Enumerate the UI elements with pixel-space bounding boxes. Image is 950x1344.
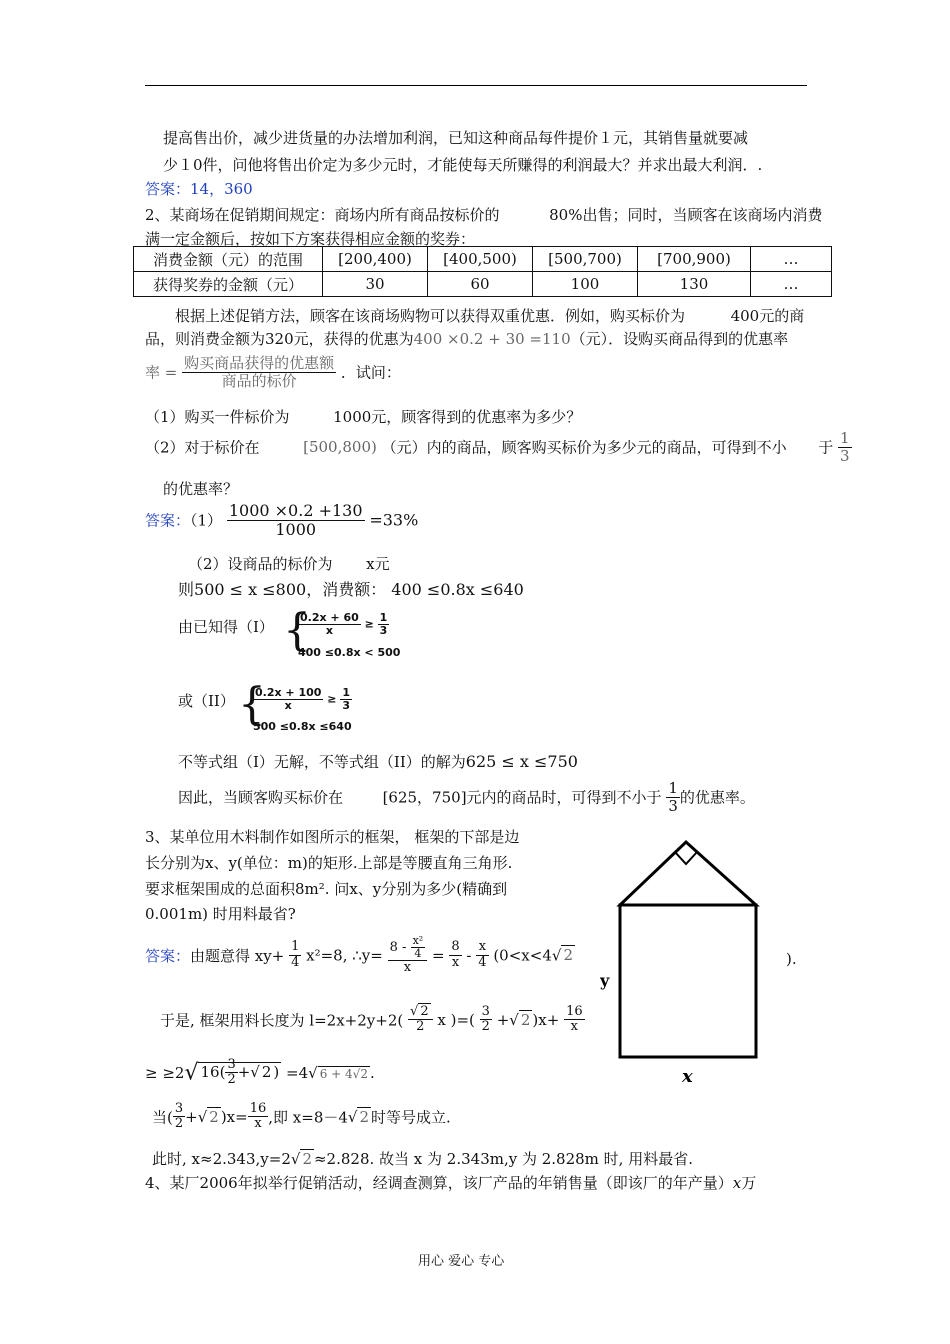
ans-b: x²=8, ∴y=: [306, 946, 383, 965]
system-ii-line1: [253, 687, 352, 712]
fraction-denominator: x: [325, 624, 333, 638]
known-label: 由已知得（I）: [178, 618, 274, 636]
q2-sub1: [145, 406, 581, 427]
fraction-numerator: 8: [451, 939, 460, 955]
sqrt2: 2: [209, 1107, 219, 1126]
then-expr2: 400 ≤0.8x ≤640: [391, 580, 524, 599]
geq-e: =4: [281, 1063, 309, 1082]
system-i-line2: 400 ≤0.8x < 500: [298, 646, 401, 659]
q2-conclusion: [178, 780, 755, 814]
relation: ≥: [327, 692, 337, 706]
q2-para2a: 品，则消费金额为320元，获得的优惠为: [145, 330, 414, 348]
triangle-top: [620, 842, 756, 905]
fraction-numerator: [388, 935, 428, 961]
table-row: [134, 247, 832, 272]
eq-b: +: [185, 1107, 198, 1126]
fraction-numerator: 1: [379, 611, 388, 624]
relation: ≥: [364, 617, 374, 631]
q2-line1a: 2、某商场在促销期间规定：商场内所有商品按标价的: [145, 206, 500, 224]
geq-d: ): [273, 1062, 280, 1081]
len-a: 于是, 框架用料长度为 l=2x+2y+2(: [160, 1011, 404, 1030]
q2-answer1: [145, 502, 418, 538]
fraction-denominator: 1000: [275, 519, 317, 539]
system-i-line1: [298, 612, 389, 637]
q1-line2: 少１0件，问他将售出价定为多少元时，才能使每天所赚得的利润最大？并求出最大利润．.: [163, 156, 763, 174]
fraction-numerator: 0.2x + 60: [300, 611, 359, 624]
q1-answer: 答案：14，360: [145, 180, 253, 198]
eq-e: 时等号成立.: [371, 1108, 451, 1127]
table-cell: 100: [533, 272, 638, 297]
sqrt2: 2: [520, 1010, 531, 1029]
q2-sub2d: 的优惠率？: [163, 480, 239, 498]
q3-equality: 当( $\frac{3}{2}$ +√ 2 )x= $\frac{16}{x}$ ,即 x=8－4√ 2 时等号成立.: [152, 1101, 451, 1132]
fraction-numerator: 1: [291, 939, 300, 955]
table-cell: 130: [638, 272, 751, 297]
table-cell: [500,700): [533, 247, 638, 272]
sqrt2: 2: [563, 946, 573, 965]
prize-table: [133, 246, 832, 297]
ans-e: (0<x<4: [493, 946, 552, 965]
ans1-fraction: [227, 502, 365, 538]
len-c: +: [496, 1010, 510, 1029]
fraction-denominator: x: [570, 1019, 579, 1035]
conclusion-b: 元内的商品时，可得到不小于: [466, 788, 662, 807]
q4-line1: [145, 1172, 756, 1193]
fraction-denominator: 3: [379, 624, 388, 638]
right-angle-mark: [675, 852, 697, 864]
rate-numerator: 购买商品获得的优惠额: [184, 354, 335, 372]
page-footer: 用心 爱心 专心: [418, 1254, 505, 1269]
q4-var: x: [732, 1174, 742, 1192]
q3-length: 于是, 框架用料长度为 l=2x+2y+2( $\frac{√ 2}{2}$ x )=( $\frac{3}{2}$ +√ 2 )x+ $\frac{16}{x}$: [160, 1004, 583, 1035]
ans-d: -: [466, 946, 472, 965]
rate-suffix: ．试问：: [340, 363, 401, 382]
conclusion-range: [625，750]: [382, 788, 467, 807]
third-fraction: [838, 430, 852, 464]
fraction-numerator: x: [476, 940, 488, 955]
conclusion-c: 的优惠率。: [679, 788, 755, 807]
label-x: x: [682, 1066, 693, 1087]
q2-solution: [178, 751, 578, 772]
q3-line3: 要求框架围成的总面积8m². 问x、y分别为多少(精确到: [145, 880, 508, 898]
solution-text: 不等式组（I）无解，不等式组（II）的解为: [178, 753, 466, 771]
table-cell: 消费金额（元）的范围: [134, 247, 323, 272]
sqrt2: 2: [359, 1107, 370, 1126]
q2-line2: 满一定金额后，按如下方案获得相应金额的奖券：: [145, 230, 476, 248]
rate-denominator: 商品的标价: [221, 371, 297, 390]
ans2-intro-b: x元: [366, 555, 390, 573]
table-cell: [400,500): [428, 247, 533, 272]
label-y: y: [600, 971, 610, 990]
geq-a: ≥ ≥2: [145, 1063, 185, 1082]
fraction-numerator: 16: [566, 1004, 583, 1019]
fraction-denominator: x: [403, 960, 412, 976]
fraction-numerator: 3: [227, 1057, 236, 1072]
table-cell: [700,900): [638, 247, 751, 272]
fraction-denominator: x: [451, 954, 460, 970]
geq-c: +: [237, 1062, 251, 1081]
q2-para2-expr: 400 ×0.2 + 30 =110: [413, 330, 571, 348]
brace-icon: {: [283, 605, 311, 656]
y-fraction: [388, 935, 428, 975]
q2-sub2-range: [500,800): [303, 438, 377, 456]
ans1-result: =33%: [369, 510, 419, 530]
table-cell: …: [751, 247, 832, 272]
fraction-denominator: 4: [414, 947, 422, 961]
table-cell: 60: [428, 272, 533, 297]
table-cell: 获得奖券的金额（元）: [134, 272, 323, 297]
third-fraction: [666, 780, 680, 814]
header-rule: [145, 85, 807, 86]
q2-sub1a: （1）购买一件标价为: [145, 408, 290, 426]
eq-c: )x=: [220, 1107, 248, 1126]
ans1-prefix: （1）: [190, 511, 223, 530]
geq-b: 16(: [200, 1062, 226, 1081]
table-cell: [200,400): [323, 247, 428, 272]
q2-sub2b: （元）内的商品，顾客购买标价为多少元的商品，可得到不小: [381, 438, 787, 457]
conclusion-a: 因此，当顾客购买标价在: [178, 788, 344, 807]
q3-final: 此时, x≈2.343,y=2√ 2 ≈2.828. 故当 x 为 2.343m,y 为 2.828m 时, 用料最省.: [152, 1150, 693, 1168]
system-ii-line2: 500 ≤0.8x ≤640: [253, 720, 352, 733]
eq-d: ,即 x=8－4: [268, 1108, 348, 1127]
or-label: 或（II）: [178, 692, 235, 710]
table-cell: 30: [323, 272, 428, 297]
q2-rate-formula: [145, 355, 401, 389]
geq-sqrt: 6 + 4√2: [319, 1066, 368, 1081]
ans-f: ).: [786, 950, 797, 968]
q4-unit: 万: [741, 1174, 757, 1192]
fraction-numerator: x²: [412, 934, 424, 947]
q2-sub2: [145, 430, 852, 464]
q2-para1b: 400元的商: [730, 307, 805, 325]
q3-geq: ≥ ≥2√ 16( $\frac{3}{2}$ +√ 2 ) =4√ 6 + 4√2 .: [145, 1057, 375, 1088]
table-row: [134, 272, 832, 297]
q2-para2b: （元）．设购买商品得到的优惠率: [570, 330, 789, 348]
geq-f: .: [369, 1063, 375, 1082]
rate-fraction: [182, 355, 336, 389]
fraction-numerator: 1000 ×0.2 +130: [228, 501, 363, 520]
q1-line1: 提高售出价，减少进货量的办法增加利润，已知这种商品每件提价１元，其销售量就要减: [163, 129, 749, 147]
fraction-numerator: 1: [342, 686, 350, 699]
fraction-denominator: 2: [227, 1072, 236, 1088]
sqrt2: 2: [302, 1150, 312, 1168]
fraction-numerator: 0.2x + 100: [255, 686, 322, 699]
solution-expr: 625 ≤ x ≤750: [465, 752, 578, 771]
fraction-numerator: 3: [481, 1004, 490, 1019]
rate-prefix: 率 =: [145, 363, 178, 382]
fraction-denominator: 3: [668, 796, 678, 815]
q3-line1: 3、某单位用木料制作如图所示的框架， 框架的下部是边: [145, 828, 520, 846]
sqrt2: 2: [261, 1062, 272, 1081]
q2-answer2-intro: [188, 553, 390, 574]
fraction-denominator: 2: [174, 1116, 184, 1132]
answer-label: 答案：: [145, 946, 191, 965]
q2-sub2a: （2）对于标价在: [145, 438, 260, 457]
fraction-denominator: x: [254, 1116, 262, 1132]
q2-para2: [145, 328, 788, 349]
fraction-numerator: 3: [174, 1101, 184, 1116]
q2-sub1b: 1000元，顾客得到的优惠率为多少？: [333, 408, 582, 426]
fraction-denominator: 2: [416, 1019, 425, 1035]
fraction-denominator: x: [284, 699, 292, 713]
then-expr: 500 ≤ x ≤800: [194, 580, 307, 599]
q2-answer2-then: [178, 577, 524, 600]
len-d: )x+: [532, 1010, 560, 1029]
q2-sub2c: 于: [818, 438, 834, 457]
fraction-denominator: 2: [481, 1019, 490, 1035]
frame-diagram: [600, 820, 800, 1100]
fraction-numerator: 1: [840, 429, 850, 447]
q2-line1b: 80%出售；同时，当顾客在该商场内消费: [549, 206, 823, 224]
quarter-fraction: [289, 940, 301, 970]
q2-para1a: 根据上述促销方法，顾客在该商场购物可以获得双重优惠．例如，购买标价为: [175, 307, 686, 325]
fraction-denominator: 4: [291, 954, 300, 970]
q3-line4: 0.001m) 时用料最省?: [145, 905, 296, 923]
q3-answer-line: 答案：由题意得 xy+ $\frac{1}{4}$ x²=8, ∴y= 8 - $\frac{\text{x²}}{4}$ x = $\frac{8}{x}$ - $\frac{x}{4}$ (0<x<4√ 2: [145, 934, 573, 976]
q3-line2: 长分别为x、y(单位：m)的矩形.上部是等腰直角三角形.: [145, 854, 513, 872]
then-b: ，消费额：: [306, 580, 387, 599]
q2-line1: [145, 204, 822, 225]
q2-para1: [175, 305, 804, 326]
ans-a: 由题意得 xy+: [190, 946, 285, 965]
then-label: 则: [178, 580, 195, 599]
eq-a: 当(: [152, 1108, 173, 1127]
big-num: 8 -: [389, 940, 407, 956]
rectangle-bottom: [620, 905, 756, 1057]
table-cell: …: [751, 272, 832, 297]
len-b: x )=(: [437, 1010, 475, 1029]
fraction-denominator: 3: [342, 699, 350, 713]
ans-c: =: [431, 946, 445, 965]
brace-icon: {: [238, 679, 266, 730]
fraction-numerator: 1: [668, 779, 678, 797]
fraction-denominator: 3: [840, 446, 850, 465]
q4-text: 4、某厂2006年拟举行促销活动，经调查测算，该厂产品的年销售量（即该厂的年产量）: [145, 1174, 733, 1192]
answer-label: 答案：: [145, 511, 191, 530]
final-b: ≈2.828. 故当 x 为 2.343m,y 为 2.828m 时, 用料最省.: [313, 1150, 693, 1168]
sqrt-arg: 2: [420, 1004, 429, 1019]
fraction-denominator: 4: [478, 954, 487, 970]
final-a: 此时, x≈2.343,y=2: [152, 1150, 291, 1168]
fraction-numerator: 16: [249, 1101, 267, 1116]
ans2-intro-a: （2）设商品的标价为: [188, 555, 333, 573]
